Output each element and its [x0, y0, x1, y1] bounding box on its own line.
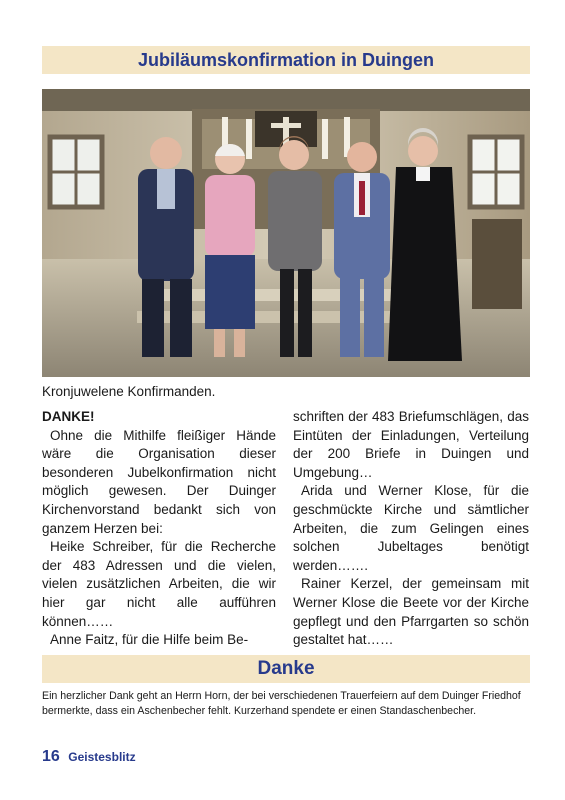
- thanks-note: Ein herzlicher Dank geht an Herrn Horn, der bei verschiedenen Trauerfeiern auf dem Duinger Friedhof bermerkte, dass ein Aschenbecher fehlt. Kurzerhand spendete er einen Standaschenbecher.: [42, 690, 521, 717]
- magazine-name: Geistesblitz: [68, 750, 136, 764]
- article-paragraph: Ohne die Mithilfe fleißiger Hände wäre die Organisation dieser besonderen Jubelkonfirmation nicht möglich gewesen. Der Duinger Kirchenvorstand bedankt sich von ganzem Herzen bei:: [42, 427, 276, 536]
- group-photo: [42, 89, 530, 377]
- article-left-column: [42, 408, 276, 650]
- photo-caption: Kronjuwelene Konfirmanden.: [42, 384, 216, 399]
- article-heading: DANKE!: [42, 409, 95, 424]
- article-paragraph: schriften der 483 Briefumschlägen, das Eintüten der Einladungen, Verteilung der 200 Briefe in Duingen und Umgebung…: [293, 409, 529, 480]
- page-footer: [42, 748, 136, 766]
- article-title: Jubiläumskonfirmation in Duingen: [42, 46, 530, 74]
- article-right-column: [293, 408, 529, 650]
- article-paragraph: Rainer Kerzel, der gemeinsam mit Werner Klose die Beete vor der Kirche gepflegt und den Pfarrgarten so schön gestaltet hat……: [293, 576, 529, 648]
- page-number: 16: [42, 748, 60, 765]
- article-paragraph: Arida und Werner Klose, für die geschmückte Kirche und sämtlicher Arbeiten, die zum Gelingen eines solchen Jubeltages benötigt werden…….: [293, 483, 529, 573]
- section-title-danke: Danke: [42, 655, 530, 683]
- article-paragraph: Anne Faitz, für die Hilfe beim Be-: [50, 632, 249, 648]
- article-paragraph: Heike Schreiber, für die Recherche der 483 Adressen und die vielen, vielen zusätzlichen Arbeiten, die wir hier gar nicht alle aufführen können……: [42, 539, 276, 629]
